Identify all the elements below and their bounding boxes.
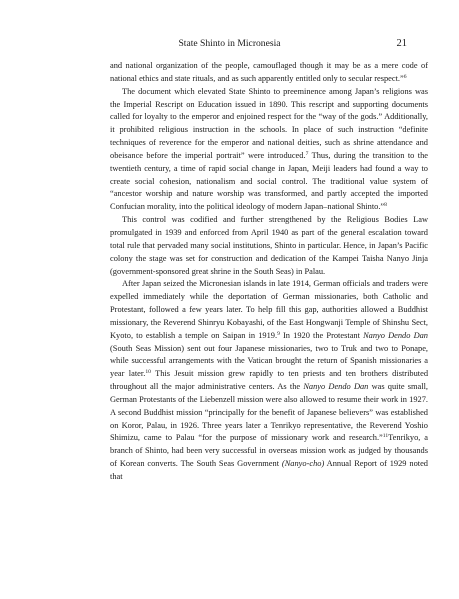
italic-text: (Nanyo-cho) (281, 459, 325, 469)
running-title: State Shinto in Micronesia (178, 38, 281, 49)
text-run: After Japan seized the Micronesian islands in late 1914, German officials and traders were expelled immediately while the deportation of German missionaries, both Catholic and Protestant, followed a few years later. To help fill this gap, authorities allowed a Buddhist missionary, the Reverend Shinryu Kobayashi, of the East Hongwanji Temple of Shinshu Sect, Kyoto, to establish a temple on Saipan in 1919. (110, 279, 428, 340)
text-run: This control was codified and further strengthened by the Religious Bodies Law promulgated in 1939 and enforced from April 1940 as part of the general escalation toward total rule that pervaded many social institutions, Shinto in particular. Hence, in Japan’s Pacific colony the stage was set for construction and dedication of the Kampei Taisha Nanyo Jinja (government-sponsored great shrine in the South Seas) in Palau. (110, 215, 428, 276)
body-text (110, 60, 428, 484)
italic-text: Nanyo Dendo Dan (303, 382, 369, 392)
footnote-ref: 8 (384, 202, 387, 209)
text-run: Thus, during the transition to the twentieth century, a time of rapid social change in Japan, Meiji leaders had found a way to create social cohesion, nationalism and social control. The traditional value system of “ancestor worship and nature worship was transformed, and partly accepted the imported Confucian morality, into the political ideology of modern Japan–national Shinto.” (110, 150, 428, 212)
footnote-ref: 11 (382, 433, 389, 440)
paragraph-p4 (110, 278, 428, 484)
paragraph-p1 (110, 60, 428, 86)
paragraph-p2 (110, 86, 428, 214)
text-run: and national organization of the people, camouflaged though it may be as a mere code of national ethics and state rituals, and as such apparently entitled only to secular respect.” (110, 61, 428, 83)
text-run: was quite small, German Protestants of the Liebenzell mission were also allowed to resume their work in 1927. A second Buddhist mission “principally for the benefit of Japanese believers” was established on Koror, Palau, in 1926. Three years later a Tenrikyo representative, the Reverend Yoshio Shimizu, came to Palau “for the purpose of missionary work and research.” (110, 382, 429, 443)
text-run: Annual Report of 1929 noted that (110, 459, 428, 481)
footnote-ref: 10 (145, 369, 151, 376)
italic-text: Nanyo Dendo Dan (363, 330, 428, 340)
page-header (0, 38, 459, 52)
text-run: (South Seas Mission) sent out four Japanese missionaries, two to Truk and two to Ponape, while successful arrangements with the Vatican brought the return of Spanish missionaries a year later. (110, 343, 428, 379)
text-run: Tenrikyo, a branch of Shinto, had been very successful in overseas mission work as judged by thousands of Korean converts. The South Seas Government (110, 433, 428, 469)
page-number: 21 (396, 38, 407, 49)
footnote-ref: 9 (277, 330, 280, 337)
footnote-ref: 7 (305, 150, 309, 157)
text-run: This Jesuit mission grew rapidly to ten priests and ten brothers distributed throughout all the major administrative centers. As the (110, 369, 429, 392)
paragraph-p3 (110, 214, 428, 278)
text-run: The document which elevated State Shinto to preeminence among Japan’s religions was the Imperial Rescript on Education issued in 1890. This rescript and supporting documents called for loyalty to the emperor and enjoined respect for the “way of the gods.” Additionally, it prohibited religious instruction in the schools. In place of such instruction “definite techniques of reverence for the emperor and national deities, such as shrine attendance and obeisance before the imperial portrait” were introduced. (110, 86, 428, 160)
footnote-ref: 6 (403, 73, 407, 80)
text-run: In 1920 the Protestant (279, 330, 364, 340)
